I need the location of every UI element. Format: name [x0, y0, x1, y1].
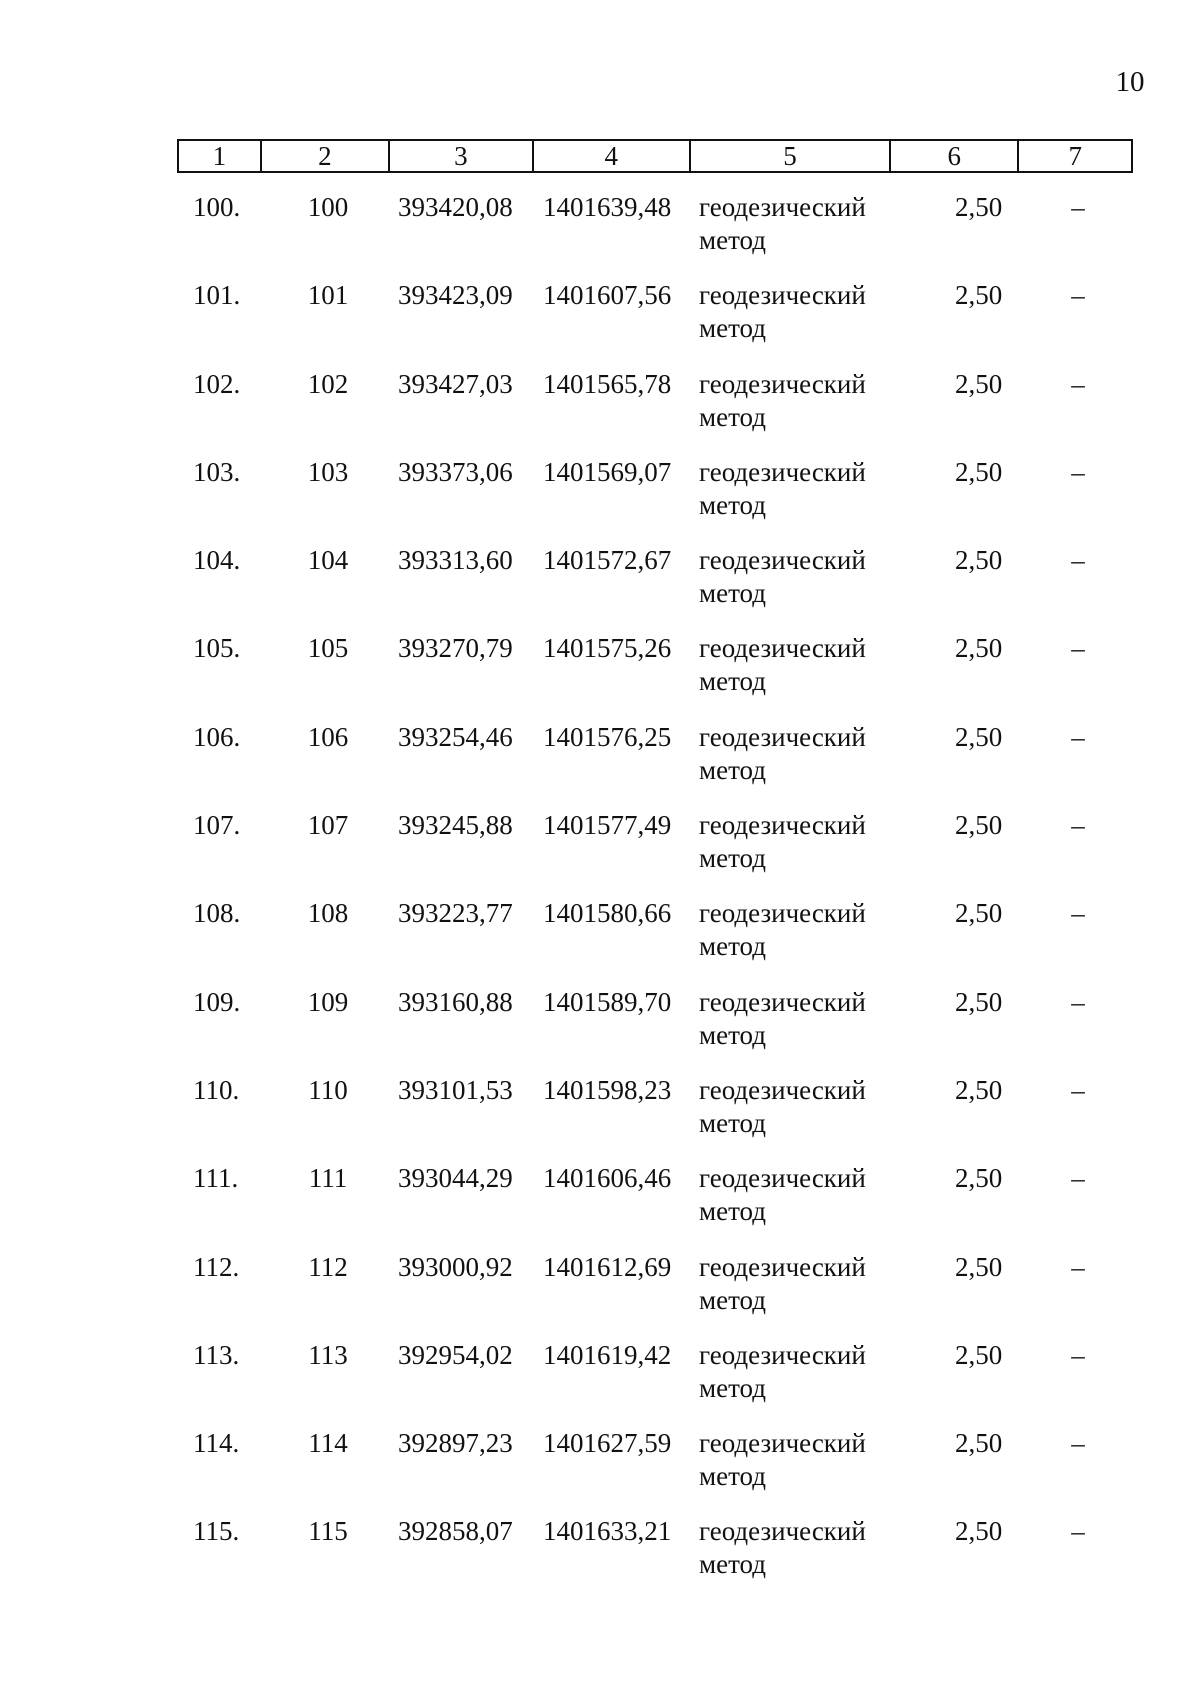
- header-col-1: 1: [179, 141, 262, 171]
- point-id: 110: [308, 1074, 348, 1105]
- coord-y: 1401577,49: [543, 810, 672, 841]
- method-line-2: метод: [699, 225, 766, 255]
- coord-y: 1401633,21: [543, 1516, 672, 1547]
- row-number: 106.: [193, 721, 241, 752]
- method-line-2: метод: [699, 754, 766, 785]
- method-line-2: метод: [699, 1461, 766, 1492]
- method-line-2: метод: [699, 1107, 766, 1138]
- coord-y: 1401589,70: [543, 986, 672, 1017]
- point-id: 108: [307, 898, 349, 929]
- accuracy: 2,50: [955, 1074, 1003, 1105]
- accuracy: 2,50: [955, 456, 1003, 487]
- table-row: [0, 364, 1200, 452]
- accuracy: 2,50: [955, 898, 1003, 929]
- method-line-1: геодезический: [699, 1339, 866, 1370]
- row-number: 105.: [193, 633, 241, 664]
- accuracy: 2,50: [955, 986, 1003, 1017]
- accuracy: 2,50: [955, 721, 1003, 752]
- description: –: [1071, 456, 1085, 487]
- method-line-1: геодезический: [699, 192, 866, 222]
- accuracy: 2,50: [955, 810, 1003, 841]
- method-line-2: метод: [699, 1196, 766, 1227]
- table-row: [0, 893, 1200, 981]
- accuracy: 2,50: [955, 1339, 1003, 1370]
- description: –: [1071, 810, 1085, 841]
- method-line-1: геодезический: [699, 368, 866, 399]
- method-line-1: геодезический: [699, 986, 866, 1017]
- method: [699, 1162, 866, 1228]
- row-number: 108.: [193, 898, 241, 929]
- table-header: [177, 139, 1133, 173]
- method-line-1: геодезический: [699, 456, 866, 487]
- point-id: 104: [307, 545, 349, 576]
- method: [699, 544, 866, 610]
- method: [699, 456, 866, 522]
- table-row: [0, 1247, 1200, 1335]
- coord-y: 1401569,07: [543, 456, 672, 487]
- coord-x: 393245,88: [398, 810, 513, 841]
- table-row: [0, 540, 1200, 628]
- coord-y: 1401580,66: [543, 898, 672, 929]
- point-id: 105: [307, 633, 349, 664]
- table-body: [0, 187, 1200, 1600]
- coord-x: 393270,79: [398, 633, 513, 664]
- coord-x: 393254,46: [398, 721, 513, 752]
- header-col-3: 3: [390, 141, 533, 171]
- table-row: [0, 1423, 1200, 1511]
- point-id: 100: [307, 192, 349, 222]
- point-id: 114: [308, 1428, 348, 1459]
- method: [699, 986, 866, 1052]
- description: –: [1071, 1428, 1085, 1459]
- method-line-1: геодезический: [699, 633, 866, 664]
- point-id: 109: [307, 986, 349, 1017]
- table-row: [0, 717, 1200, 805]
- method: [699, 1339, 866, 1405]
- table-row: [0, 452, 1200, 540]
- table-row: [0, 187, 1200, 275]
- point-id: 106: [307, 721, 349, 752]
- method-line-2: метод: [699, 313, 766, 344]
- coord-x: 393223,77: [398, 898, 513, 929]
- method-line-2: метод: [699, 1284, 766, 1315]
- method-line-2: метод: [699, 843, 766, 874]
- row-number: 103.: [193, 456, 241, 487]
- accuracy: 2,50: [955, 633, 1003, 664]
- coord-x: 392897,23: [398, 1428, 513, 1459]
- point-id: 101: [307, 280, 349, 311]
- accuracy: 2,50: [955, 545, 1003, 576]
- table-row: [0, 982, 1200, 1070]
- accuracy: 2,50: [955, 1516, 1003, 1547]
- coord-y: 1401606,46: [543, 1163, 672, 1194]
- description: –: [1071, 986, 1085, 1017]
- table-row: [0, 275, 1200, 363]
- method-line-2: метод: [699, 1549, 766, 1580]
- description: –: [1071, 898, 1085, 929]
- method-line-1: геодезический: [699, 1163, 866, 1194]
- row-number: 100.: [193, 192, 241, 222]
- description: –: [1071, 1339, 1085, 1370]
- method: [699, 632, 866, 698]
- method-line-1: геодезический: [699, 898, 866, 929]
- description: –: [1071, 545, 1085, 576]
- coord-y: 1401607,56: [543, 280, 672, 311]
- method: [699, 809, 866, 875]
- method-line-2: метод: [699, 666, 766, 697]
- coord-y: 1401565,78: [543, 368, 672, 399]
- coord-y: 1401598,23: [543, 1074, 672, 1105]
- coord-x: 393000,92: [398, 1251, 513, 1282]
- description: –: [1071, 1516, 1085, 1547]
- accuracy: 2,50: [955, 368, 1003, 399]
- table-row: [0, 805, 1200, 893]
- coord-x: 393044,29: [398, 1163, 513, 1194]
- row-number: 109.: [193, 986, 241, 1017]
- point-id: 103: [307, 456, 349, 487]
- method-line-1: геодезический: [699, 280, 866, 311]
- accuracy: 2,50: [955, 1251, 1003, 1282]
- coord-x: 393423,09: [398, 280, 513, 311]
- header-col-6: 6: [891, 141, 1019, 171]
- table-row: [0, 1335, 1200, 1423]
- accuracy: 2,50: [955, 192, 1003, 222]
- method-line-2: метод: [699, 489, 766, 520]
- coord-y: 1401639,48: [543, 192, 672, 222]
- point-id: 113: [308, 1339, 348, 1370]
- coord-x: 392954,02: [398, 1339, 513, 1370]
- method-line-2: метод: [699, 1019, 766, 1050]
- method: [699, 191, 866, 257]
- description: –: [1071, 1074, 1085, 1105]
- method-line-2: метод: [699, 931, 766, 962]
- description: –: [1071, 633, 1085, 664]
- description: –: [1071, 1251, 1085, 1282]
- table-row: [0, 1070, 1200, 1158]
- method: [699, 1427, 866, 1493]
- accuracy: 2,50: [955, 1428, 1003, 1459]
- method-line-1: геодезический: [699, 1516, 866, 1547]
- row-number: 101.: [193, 280, 241, 311]
- method: [699, 897, 866, 963]
- method-line-2: метод: [699, 401, 766, 432]
- coord-x: 392858,07: [398, 1516, 513, 1547]
- row-number: 111.: [193, 1163, 239, 1194]
- method-line-1: геодезический: [699, 1251, 866, 1282]
- method-line-1: геодезический: [699, 545, 866, 576]
- coord-x: 393373,06: [398, 456, 513, 487]
- row-number: 112.: [193, 1251, 240, 1282]
- accuracy: 2,50: [955, 280, 1003, 311]
- method-line-1: геодезический: [699, 721, 866, 752]
- page-number: 10: [1115, 66, 1145, 98]
- coord-x: 393313,60: [398, 545, 513, 576]
- header-col-4: 4: [534, 141, 691, 171]
- accuracy: 2,50: [955, 1163, 1003, 1194]
- point-id: 107: [307, 810, 349, 841]
- method: [699, 1515, 866, 1581]
- coord-y: 1401627,59: [543, 1428, 672, 1459]
- method-line-1: геодезический: [699, 1074, 866, 1105]
- table-row: [0, 1158, 1200, 1246]
- point-id: 112: [308, 1251, 348, 1282]
- header-col-2: 2: [262, 141, 390, 171]
- row-number: 102.: [193, 368, 241, 399]
- method: [699, 1251, 866, 1317]
- coord-y: 1401576,25: [543, 721, 672, 752]
- coord-y: 1401575,26: [543, 633, 672, 664]
- coord-y: 1401572,67: [543, 545, 672, 576]
- description: –: [1071, 192, 1085, 222]
- description: –: [1071, 368, 1085, 399]
- coord-y: 1401612,69: [543, 1251, 672, 1282]
- header-col-5: 5: [691, 141, 891, 171]
- method: [699, 279, 866, 345]
- method: [699, 1074, 866, 1140]
- coord-x: 393420,08: [398, 192, 513, 222]
- description: –: [1071, 721, 1085, 752]
- point-id: 115: [308, 1516, 348, 1547]
- row-number: 114.: [193, 1428, 240, 1459]
- method-line-1: геодезический: [699, 810, 866, 841]
- description: –: [1071, 1163, 1085, 1194]
- row-number: 115.: [193, 1516, 240, 1547]
- method-line-1: геодезический: [699, 1428, 866, 1459]
- method-line-2: метод: [699, 1372, 766, 1403]
- table-row: [0, 628, 1200, 716]
- coord-x: 393160,88: [398, 986, 513, 1017]
- header-col-7: 7: [1068, 140, 1082, 171]
- coord-x: 393427,03: [398, 368, 513, 399]
- method: [699, 368, 866, 434]
- point-id: 102: [307, 368, 349, 399]
- coord-y: 1401619,42: [543, 1339, 672, 1370]
- row-number: 110.: [193, 1074, 240, 1105]
- coord-x: 393101,53: [398, 1074, 513, 1105]
- point-id: 111: [308, 1163, 348, 1194]
- description: –: [1071, 280, 1085, 311]
- row-number: 104.: [193, 545, 241, 576]
- method-line-2: метод: [699, 578, 766, 609]
- method: [699, 721, 866, 787]
- row-number: 107.: [193, 810, 241, 841]
- row-number: 113.: [193, 1339, 240, 1370]
- table-row: [0, 1511, 1200, 1599]
